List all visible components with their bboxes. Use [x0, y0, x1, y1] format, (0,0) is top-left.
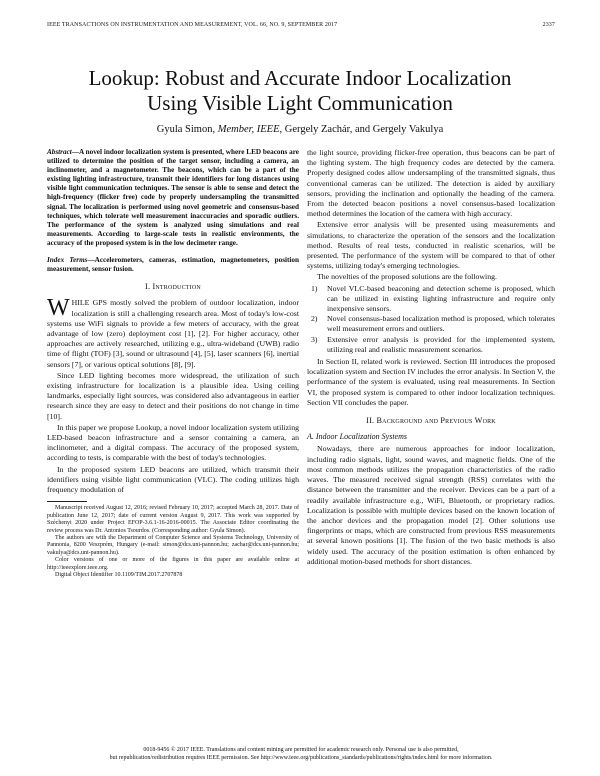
right-paragraph-1: the light source, providing flicker-free operation, thus beacons can be part of the lighting system. The high frequency codes are detected by the camera. Properly designed codes allow undersampling of the transmitted signals, thus conventional cameras can be utilized. The detection is aided by auxiliary sensors, providing the inclination and optionally the heading of the camera. From the detected beacon positions a novel consensus-based localization method determines the location of the camera with high accuracy. — [307, 148, 555, 219]
abstract-lead: Abstract — [47, 148, 72, 156]
right-paragraph-3: The novelties of the proposed solutions are the following. — [317, 272, 497, 282]
copyright-notice — [47, 746, 555, 762]
drop-cap-rest: HILE — [71, 298, 90, 308]
author-first-role: Member, IEEE — [217, 124, 280, 135]
left-column — [47, 148, 299, 579]
intro-paragraph-3: In this paper we propose Lookup, a novel indoor localization system utilizing LED-based beacon infrastructure and a sensor containing a camera, an inclinometer, and a digital compass. The accuracy of the proposed system, according to tests, is comparable with the best of today's technologies. — [47, 422, 299, 463]
footnotes — [47, 505, 299, 579]
page-number: 2337 — [542, 22, 555, 28]
author-rest: , Gergely Zachár, and Gergely Vakulya — [279, 124, 444, 135]
paper-title — [40, 66, 560, 116]
abstract — [47, 148, 299, 248]
list-item-text: Novel consensus-based localization method is proposed, which tolerates well measurement errors and outliers. — [327, 314, 555, 334]
list-item — [307, 314, 555, 334]
intro-paragraph-1-text: GPS mostly solved the problem of outdoor localization, indoor localization is still a challenging research area. Most of today's low-cost systems use WiFi signals to provide a few meters of accuracy, with the great advantage of low (zero) deployment cost [1], [2]. For higher accuracy, other approaches are actively researched, utilizing e.g., ultra-wideband (UWB) radio time of flight (TOF) [3], sound or ultrasound [4], [5], laser scanners [6], inertial sensors [7], or various optical solutions [8], [9]. — [47, 298, 299, 369]
list-item — [307, 335, 555, 355]
title-line-1: Lookup: Robust and Accurate Indoor Localization — [88, 66, 512, 90]
right-paragraph-5: Nowadays, there are numerous approaches for indoor localization, including radio signals, light, sound waves, and magnetic fields. One of the most common methods utilizes the propagation characteristics of the radio waves. The measured received signal strength (RSS) correlates with the distance between the transmitter and the receiver. Devices can be a part of a readily available infrastructure e.g., WiFi, Bluetooth, or proprietary radios. Localization is possible with multiple devices based on the known location of the anchor devices and the propagation model [2]. Other solutions use fingerprints or maps, which are constructed from previous RSS measurements at several known positions [1]. The fusion of the two basic methods is also widely used. The accuracy of the position estimation is often enhanced by additional motion-based methods for short distances. — [307, 444, 555, 566]
abstract-text: —A novel indoor localization system is presented, where LED beacons are utilized to determine the position of the target sensor, including a camera, an inclinometer, and a magnetometer. The beacons, which can be a part of the existing lighting infrastructure, transmit their identifiers for long distances using visible light communication techniques. The sensor is able to sense and detect the high-frequency (flicker free) code by properly undersampling the transmitted signal. The localization is performed using novel geometric and consensus-based techniques, which tolerate well measurement inaccuracies and sporadic outliers. The performance of the system is analyzed using simulations and real measurements. According to large-scale tests in realistic environments, the accuracy of the proposed system is in the low decimeter range. — [47, 148, 299, 247]
list-item-number: 2) — [311, 314, 318, 324]
intro-paragraph-2: Since LED lighting becomes more widespread, the utilization of such existing infrastructure for localization is a plausible idea. Using ceiling landmarks, especially light sources, was considered also advantageous in earlier research since they are easy to detect and their positions do not change in time [10]. — [47, 370, 299, 421]
list-item-number: 3) — [311, 334, 318, 344]
contribution-list — [307, 284, 555, 355]
list-item — [307, 284, 555, 315]
intro-paragraph-1 — [47, 295, 299, 369]
footnote-color: Color versions of one or more of the figures in this paper are available online at http://ieeexplore.ieee.org. — [47, 557, 299, 571]
title-line-2: Using Visible Light Communication — [147, 91, 453, 115]
section-heading-introduction: I. Introduction — [145, 282, 201, 292]
copyright-line-1: 0018-9456 © 2017 IEEE. Translations and content mining are permitted for academic research only. Personal use is also permitted, — [143, 747, 459, 753]
index-terms-text: —Accelerometers, cameras, estimation, magnetometers, position measurement, sensor fusion. — [47, 256, 299, 274]
footnote-doi: Digital Object Identifier 10.1109/TIM.2017.2707878 — [55, 571, 183, 578]
footnote-affiliation: The authors are with the Department of Computer Science and Systems Technology, University of Pannonia, 8200 Veszprém, Hungary (e-mail: simon@dcs.uni-pannon.hu; zachar@dcs.uni-pannon.hu; vakulya@dcs.uni-pannon.hu). — [47, 534, 299, 556]
subsection-heading-indoor-localization: A. Indoor Localization Systems — [307, 432, 407, 442]
list-item-text: Extensive error analysis is provided for the implemented system, utilizing real and realistic measurement scenarios. — [327, 334, 555, 354]
right-paragraph-4: In Section II, related work is reviewed. Section III introduces the proposed localization system and Section IV includes the error analysis. In Section V, the performance of the system is evaluated, using real measurements. In Section VI, the proposed system is compared to other indoor localization techniques. Section VII concludes the paper. — [307, 357, 555, 407]
footnote-manuscript: Manuscript received August 12, 2016; revised February 10, 2017; accepted March 28, 2017. Date of publication June 12, 2017; date of current version August 9, 2017. This work was supported by Széchenyi 2020 under Project EFOP-3.6.1-16-2016-00015. The Associate Editor coordinating the review process was Dr. Antonios Tsourdos. (Corresponding author: Gyula Simon). — [47, 505, 299, 534]
author-first: Gyula Simon, — [156, 124, 216, 135]
right-paragraph-2: Extensive error analysis will be presented using measurements and simulations, to characterize the operation of the sensors and the localization method. Results of real tests, conducted in realistic scenarios, will be presented. The performance of the system will be compared to that of other systems, utilizing today's emerging technologies. — [307, 220, 555, 271]
copyright-line-2: but republication/redistribution requires IEEE permission. See http://www.ieee.org/publications_standards/publications/rights/index.html for more information. — [109, 755, 493, 761]
right-column — [307, 148, 555, 568]
section-heading-background: II. Background and Previous Work — [366, 416, 496, 426]
list-item-number: 1) — [311, 283, 318, 293]
footnote-rule — [47, 501, 87, 502]
journal-header: IEEE TRANSACTIONS ON INSTRUMENTATION AND MEASUREMENT, VOL. 66, NO. 9, SEPTEMBER 2017 — [47, 22, 338, 28]
index-terms-lead: Index Terms — [47, 256, 88, 265]
running-head — [47, 22, 555, 32]
author-list — [40, 124, 560, 136]
drop-cap: W — [47, 295, 70, 322]
index-terms — [47, 256, 299, 274]
list-item-text: Novel VLC-based beaconing and detection scheme is proposed, which can be utilized in existing lighting infrastructure and require only inexpensive sensors. — [327, 283, 555, 314]
intro-paragraph-4: In the proposed system LED beacons are utilized, which transmit their identifiers using visible light communication (VLC). The coding utilizes high frequency modulation of — [47, 464, 299, 495]
